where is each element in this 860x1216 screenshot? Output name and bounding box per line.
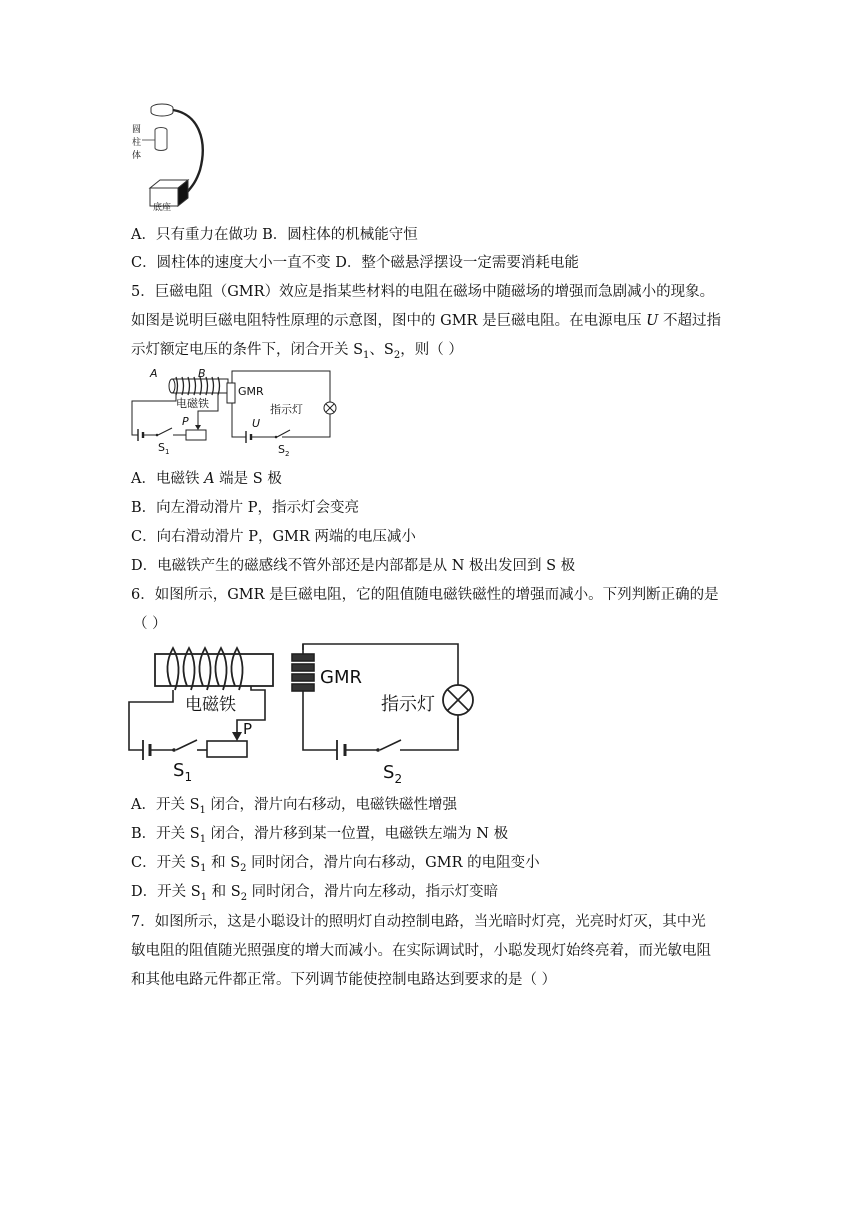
q7-stem-2: 敏电阻的阻值随光照强度的增大而减小。在实际调试时，小聪发现灯始终亮着，而光敏电阻 [131, 943, 711, 959]
q7-stem-1: 7．如图所示，这是小聪设计的照明灯自动控制电路，当光暗时灯亮，光亮时灯灭，其中光 [131, 914, 706, 930]
q5-label-GMR: GMR [238, 385, 264, 398]
q5-label-S1: $S_1$ [158, 441, 170, 456]
q6-label-GMR: GMR [320, 667, 362, 688]
q5-gmr [227, 383, 235, 403]
q7-stem-3: 和其他电路元件都正常。下列调节能使控制电路达到要求的是（ ） [131, 972, 557, 988]
q6-electromagnet-core [155, 654, 273, 686]
q5-label-S2: $S_2$ [278, 443, 290, 458]
q5-switch-S1 [158, 428, 172, 435]
q6-stem-1: 6．如图所示，GMR 是巨磁电阻，它的阻值随电磁铁磁性的增强而减小。下列判断正确的是 [131, 587, 719, 603]
q6-gmr [292, 654, 314, 691]
q5-option-b: B．向左滑动滑片 P，指示灯会变亮 [131, 500, 360, 516]
q6-label-lamp: 指示灯 [381, 694, 435, 715]
q5-label-U: U [252, 417, 261, 430]
q6-label-S1: $S_1$ [173, 760, 193, 784]
q6-rheostat [207, 741, 247, 757]
cylinder-label-1: 圆 [132, 125, 142, 135]
q5-switch-S2 [277, 430, 290, 437]
q5-stem-3: 示灯额定电压的条件下，闭合开关 $S_1$、$S_2$，则（ ） [131, 342, 463, 361]
cylinder-label-2: 柱 [132, 138, 142, 148]
q6-label-electromagnet: 电磁铁 [185, 695, 236, 715]
q6-stem-2: （ ） [133, 616, 167, 632]
q5-stem-1: 5．巨磁电阻（GMR）效应是指某些材料的电阻在磁场中随磁场的增强而急剧减小的现象。 [131, 284, 715, 300]
base-label: 底座 [153, 203, 172, 213]
q5-label-lamp: 指示灯 [270, 403, 303, 416]
q6-option-b: B．开关 $S_1$ 闭合，滑片移到某一位置，电磁铁左端为 N 极 [131, 826, 509, 845]
q5-option-a: A．电磁铁 A 端是 S 极 [131, 471, 282, 487]
q5-label-A: A [150, 367, 158, 380]
q4-option-cd: C．圆柱体的速度大小一直不变 D．整个磁悬浮摆设一定需要消耗电能 [131, 255, 579, 271]
q6-label-P: P [243, 720, 253, 738]
q6-switch-S1 [176, 740, 197, 750]
q5-option-d: D．电磁铁产生的磁感线不管外部还是内部都是从 N 极出发回到 S 极 [131, 558, 576, 574]
q6-option-a: A．开关 $S_1$ 闭合，滑片向右移动，电磁铁磁性增强 [131, 797, 457, 816]
q6-switch-S2 [380, 740, 401, 750]
q6-label-S2: $S_2$ [383, 762, 403, 785]
q5-label-electromagnet: 电磁铁 [176, 397, 209, 410]
q5-rheostat [186, 430, 206, 440]
cylinder-label-3: 体 [132, 151, 142, 161]
q5-label-P: P [182, 415, 189, 428]
q5-option-c: C．向右滑动滑片 P，GMR 两端的电压减小 [131, 529, 416, 545]
q6-option-d: D．开关 $S_1$ 和 $S_2$ 同时闭合，滑片向左移动，指示灯变暗 [131, 884, 499, 903]
q6-option-c: C．开关 $S_1$ 和 $S_2$ 同时闭合，滑片向右移动，GMR 的电阻变小 [131, 855, 540, 874]
q5-circuit-figure [128, 365, 338, 461]
q5-stem-2: 如图是说明巨磁电阻特性原理的示意图，图中的 GMR 是巨磁电阻。在电源电压 U 不超过指 [131, 313, 722, 329]
q5-label-B: B [198, 367, 206, 380]
q4-figure [130, 100, 210, 216]
q6-circuit-figure [125, 640, 475, 785]
q4-option-ab: A．只有重力在做功 B．圆柱体的机械能守恒 [131, 227, 418, 243]
